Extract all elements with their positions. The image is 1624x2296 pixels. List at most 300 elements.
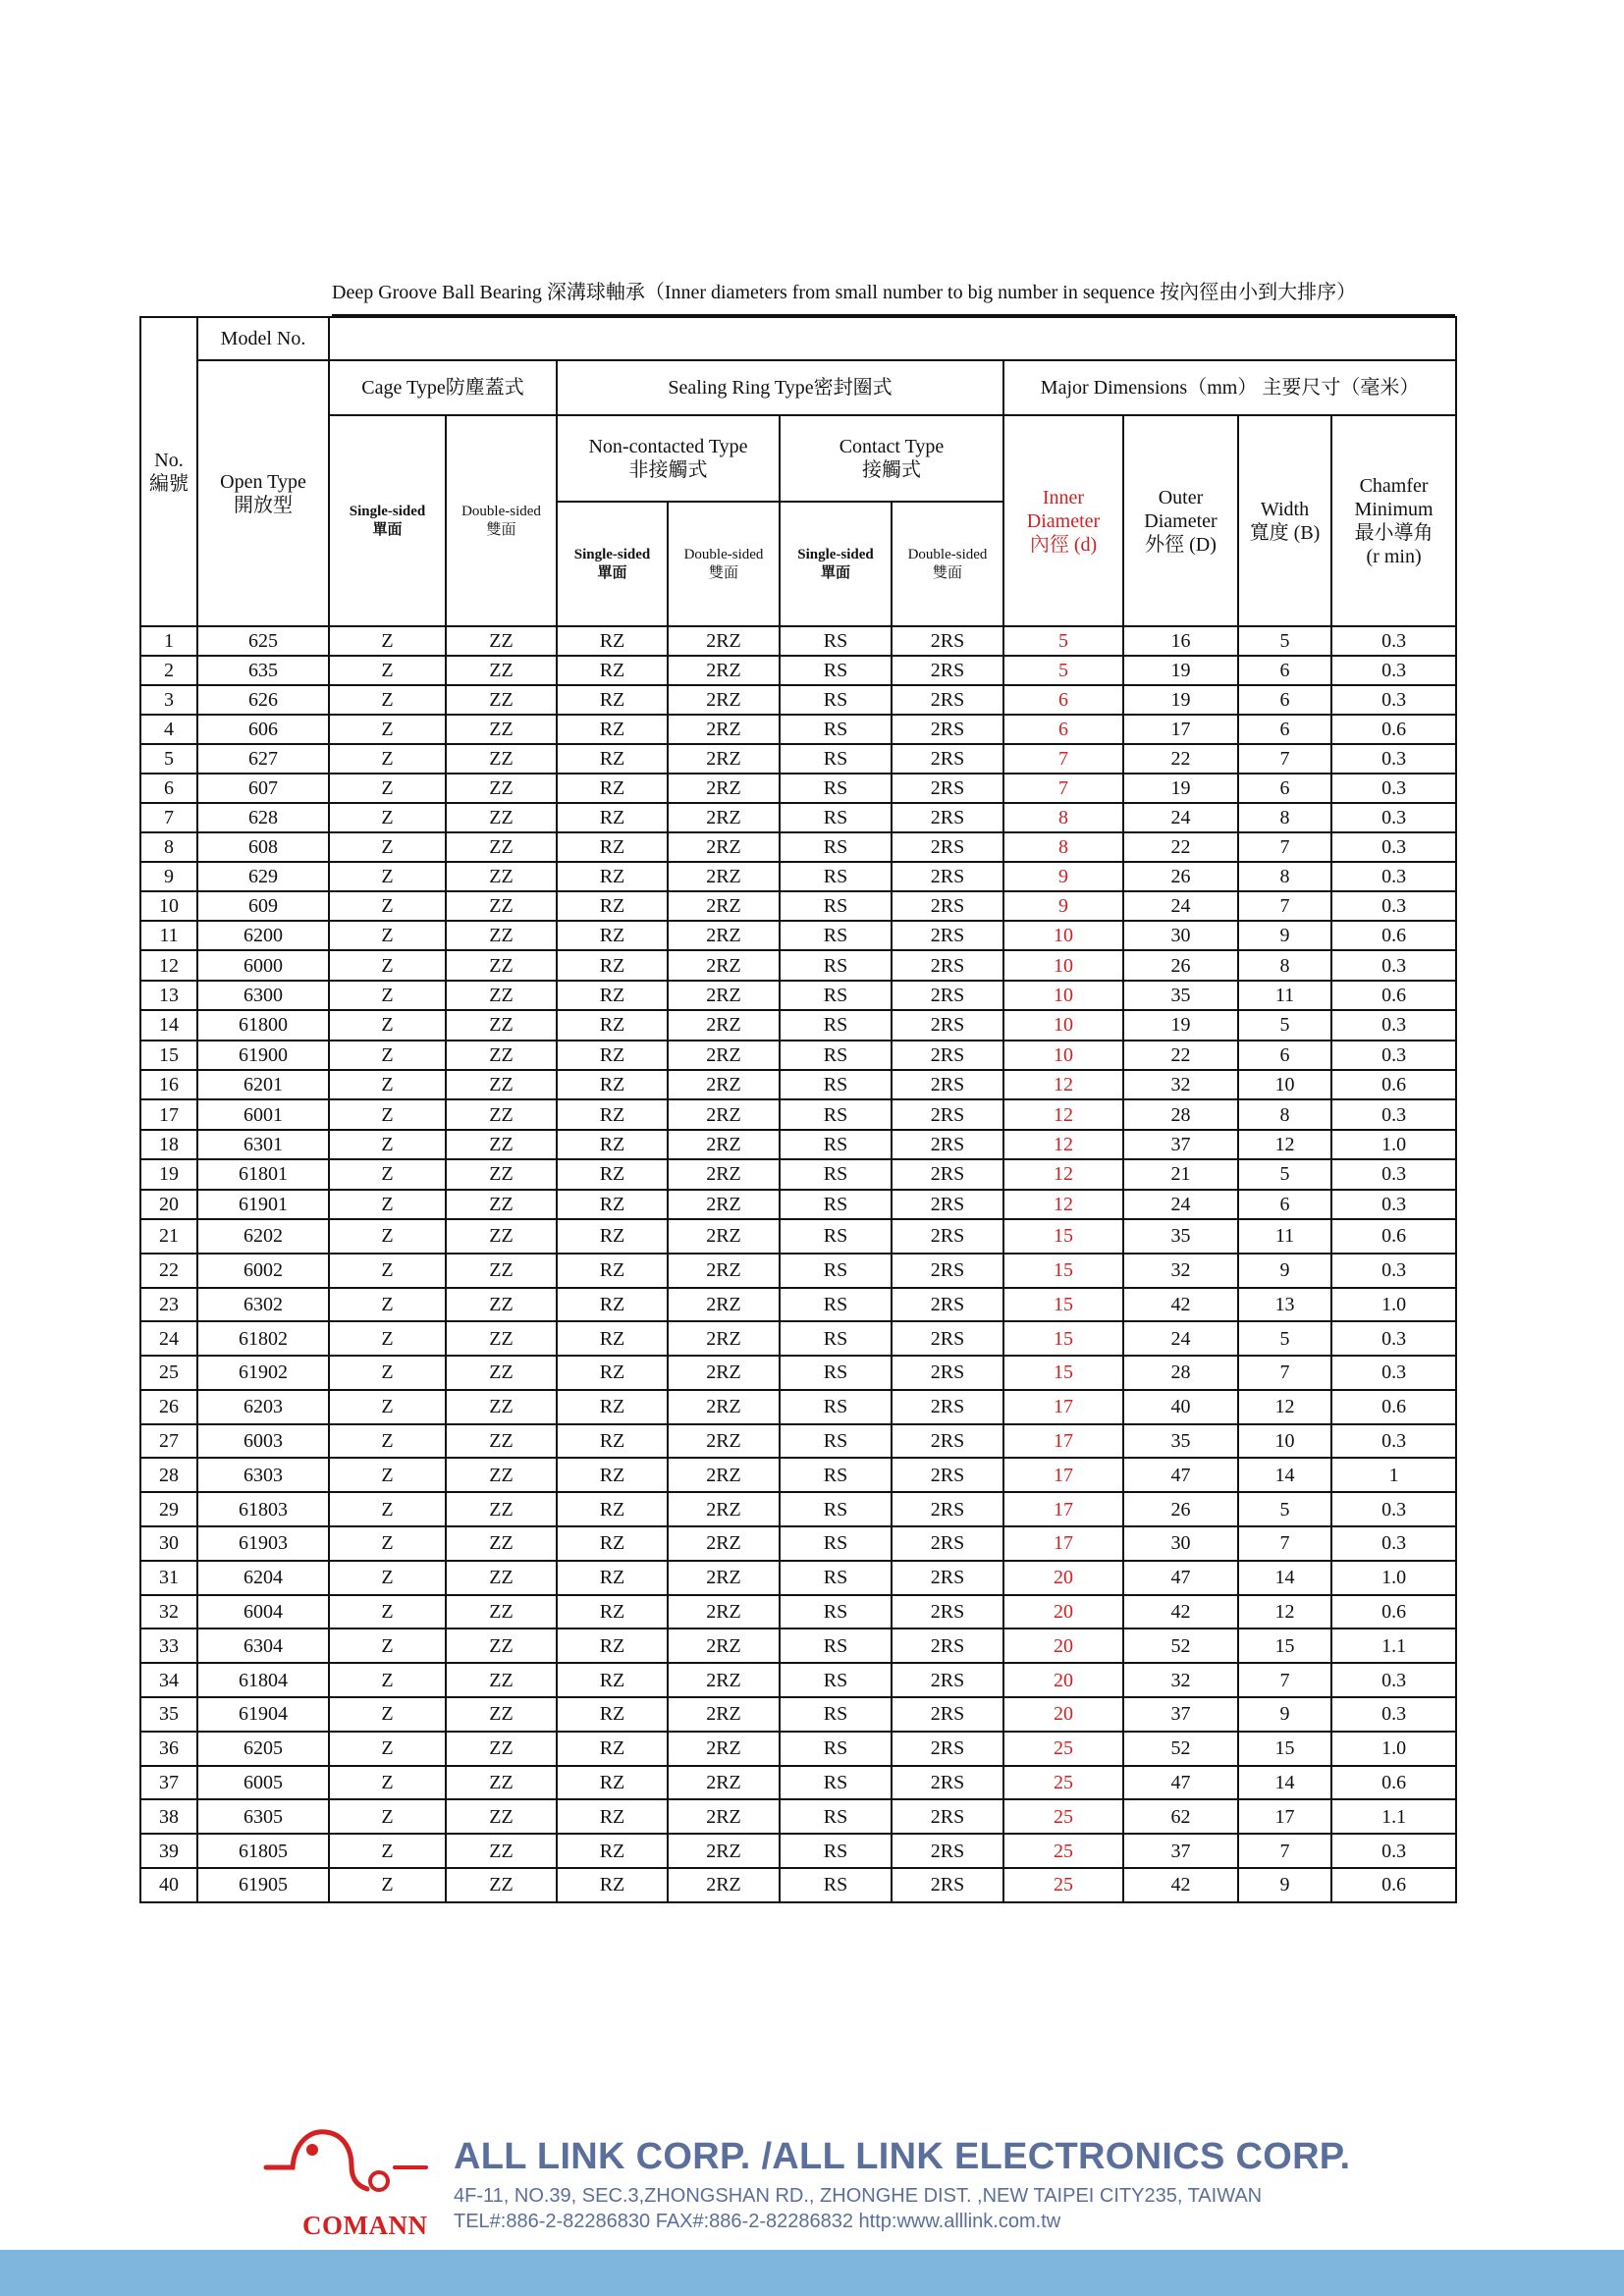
header-cage-type: Cage Type防塵蓋式 [329,360,557,415]
cell-chamfer: 1.0 [1331,1561,1456,1595]
cell-outer-diameter: 22 [1123,832,1238,862]
cell-inner-diameter: 20 [1003,1663,1123,1697]
cell-width: 17 [1238,1799,1331,1834]
cell-no: 18 [140,1130,197,1159]
cell-cage-single: Z [329,715,446,744]
cell-no: 3 [140,685,197,715]
cell-model: 61902 [197,1356,329,1390]
cell-model: 61800 [197,1010,329,1040]
cell-contact-single: RS [780,1834,892,1868]
cell-cage-single: Z [329,832,446,862]
cell-width: 5 [1238,1492,1331,1526]
cell-cage-single: Z [329,656,446,685]
cell-model: 629 [197,862,329,891]
cell-cage-single: Z [329,1159,446,1189]
cell-contact-double: 2RS [892,656,1003,685]
cell-chamfer: 0.6 [1331,1868,1456,1902]
cell-noncontact-single: RZ [557,1526,668,1561]
cell-cage-single: Z [329,1190,446,1219]
cell-no: 29 [140,1492,197,1526]
cell-chamfer: 0.6 [1331,1070,1456,1099]
cell-noncontact-single: RZ [557,1130,668,1159]
cell-contact-double: 2RS [892,1834,1003,1868]
cell-no: 5 [140,744,197,774]
cell-inner-diameter: 9 [1003,891,1123,921]
header-non-contact-single-sided: Single-sided 單面 [557,502,668,626]
table-row [140,1868,1456,1902]
cell-outer-diameter: 35 [1123,1219,1238,1254]
cell-outer-diameter: 32 [1123,1254,1238,1288]
cell-model: 609 [197,891,329,921]
cell-width: 10 [1238,1070,1331,1099]
cell-outer-diameter: 37 [1123,1697,1238,1732]
cell-cage-double: ZZ [446,1834,557,1868]
header-non-contacted-type: Non-contacted Type 非接觸式 [557,415,780,502]
cell-width: 15 [1238,1732,1331,1766]
cell-contact-single: RS [780,862,892,891]
cell-chamfer: 0.3 [1331,1254,1456,1288]
cell-contact-double: 2RS [892,1159,1003,1189]
cell-noncontact-double: 2RZ [668,1732,780,1766]
cell-model: 6203 [197,1390,329,1424]
footer-address: 4F-11, NO.39, SEC.3,ZHONGSHAN RD., ZHONGHE DIST. ,NEW TAIPEI CITY235, TAIWAN [454,2185,1263,2207]
table-row [140,1254,1456,1288]
cell-model: 627 [197,744,329,774]
cell-outer-diameter: 37 [1123,1130,1238,1159]
table-row [140,1159,1456,1189]
table-row [140,1356,1456,1390]
header-sealing-ring-type: Sealing Ring Type密封圈式 [557,360,1003,415]
cell-noncontact-double: 2RZ [668,1663,780,1697]
cell-model: 61903 [197,1526,329,1561]
cell-inner-diameter: 5 [1003,656,1123,685]
cell-cage-double: ZZ [446,1732,557,1766]
cell-cage-double: ZZ [446,1629,557,1663]
cell-chamfer: 0.3 [1331,626,1456,656]
cell-noncontact-double: 2RZ [668,626,780,656]
cell-no: 2 [140,656,197,685]
cell-contact-double: 2RS [892,1424,1003,1459]
cell-noncontact-single: RZ [557,891,668,921]
cell-noncontact-double: 2RZ [668,1321,780,1356]
cell-cage-single: Z [329,1010,446,1040]
cell-cage-double: ZZ [446,921,557,950]
cell-cage-double: ZZ [446,1868,557,1902]
cell-no: 40 [140,1868,197,1902]
cell-outer-diameter: 28 [1123,1099,1238,1129]
cell-contact-double: 2RS [892,950,1003,980]
cell-inner-diameter: 20 [1003,1595,1123,1629]
cell-contact-single: RS [780,1629,892,1663]
cell-contact-single: RS [780,1766,892,1800]
cell-width: 5 [1238,1321,1331,1356]
cell-noncontact-double: 2RZ [668,656,780,685]
cell-cage-single: Z [329,1868,446,1902]
cell-cage-double: ZZ [446,1424,557,1459]
cell-contact-double: 2RS [892,1526,1003,1561]
cell-contact-single: RS [780,1697,892,1732]
cell-outer-diameter: 24 [1123,803,1238,832]
cell-contact-single: RS [780,1288,892,1322]
cell-inner-diameter: 12 [1003,1130,1123,1159]
cell-width: 8 [1238,862,1331,891]
cell-model: 6304 [197,1629,329,1663]
cell-cage-single: Z [329,1219,446,1254]
cell-inner-diameter: 25 [1003,1766,1123,1800]
cell-cage-single: Z [329,685,446,715]
cell-chamfer: 0.6 [1331,1219,1456,1254]
table-row [140,1190,1456,1219]
cell-noncontact-single: RZ [557,1390,668,1424]
cell-noncontact-single: RZ [557,774,668,803]
cell-contact-double: 2RS [892,1010,1003,1040]
cell-contact-double: 2RS [892,1219,1003,1254]
cell-no: 19 [140,1159,197,1189]
cell-model: 6301 [197,1130,329,1159]
cell-outer-diameter: 30 [1123,921,1238,950]
cell-width: 7 [1238,891,1331,921]
cell-width: 7 [1238,832,1331,862]
cell-noncontact-single: RZ [557,1099,668,1129]
cell-inner-diameter: 17 [1003,1458,1123,1492]
cell-noncontact-double: 2RZ [668,1697,780,1732]
cell-noncontact-single: RZ [557,1492,668,1526]
cell-cage-double: ZZ [446,744,557,774]
cell-contact-double: 2RS [892,1254,1003,1288]
cell-chamfer: 1.0 [1331,1130,1456,1159]
cell-noncontact-double: 2RZ [668,1492,780,1526]
cell-contact-double: 2RS [892,862,1003,891]
cell-outer-diameter: 35 [1123,981,1238,1010]
table-row [140,1663,1456,1697]
cell-no: 32 [140,1595,197,1629]
table-row [140,803,1456,832]
cell-cage-single: Z [329,921,446,950]
cell-noncontact-double: 2RZ [668,1424,780,1459]
cell-width: 5 [1238,626,1331,656]
cell-chamfer: 0.6 [1331,981,1456,1010]
cell-cage-double: ZZ [446,1595,557,1629]
cell-noncontact-double: 2RZ [668,1219,780,1254]
cell-contact-single: RS [780,1010,892,1040]
cell-outer-diameter: 21 [1123,1159,1238,1189]
cell-chamfer: 0.6 [1331,1766,1456,1800]
cell-contact-double: 2RS [892,1561,1003,1595]
cell-contact-single: RS [780,1492,892,1526]
cell-no: 25 [140,1356,197,1390]
cell-noncontact-single: RZ [557,715,668,744]
cell-cage-single: Z [329,1561,446,1595]
cell-outer-diameter: 30 [1123,1526,1238,1561]
cell-noncontact-single: RZ [557,1070,668,1099]
cell-noncontact-double: 2RZ [668,1834,780,1868]
cell-width: 14 [1238,1561,1331,1595]
table-row [140,1526,1456,1561]
header-outer-diameter: Outer Diameter 外徑 (D) [1123,415,1238,626]
cell-chamfer: 0.3 [1331,862,1456,891]
cell-noncontact-double: 2RZ [668,1099,780,1129]
header-cage-single-sided: Single-sided 單面 [329,415,446,626]
cell-contact-double: 2RS [892,1732,1003,1766]
cell-outer-diameter: 37 [1123,1834,1238,1868]
cell-chamfer: 0.3 [1331,1526,1456,1561]
cell-cage-single: Z [329,950,446,980]
cell-model: 61803 [197,1492,329,1526]
cell-chamfer: 0.3 [1331,1834,1456,1868]
cell-noncontact-double: 2RZ [668,1595,780,1629]
footer-company-name: ALL LINK CORP. /ALL LINK ELECTRONICS CORP. [454,2136,1351,2177]
cell-inner-diameter: 17 [1003,1424,1123,1459]
cell-noncontact-single: RZ [557,1254,668,1288]
footer-brand: COMANN [302,2211,428,2240]
cell-model: 61901 [197,1190,329,1219]
footer-contact: TEL#:886-2-82286830 FAX#:886-2-82286832 http:www.alllink.com.tw [454,2211,1061,2232]
cell-inner-diameter: 8 [1003,803,1123,832]
cell-outer-diameter: 47 [1123,1458,1238,1492]
cell-cage-single: Z [329,1766,446,1800]
cell-contact-single: RS [780,950,892,980]
cell-width: 9 [1238,921,1331,950]
cell-cage-double: ZZ [446,1697,557,1732]
cell-noncontact-single: RZ [557,1629,668,1663]
cell-noncontact-double: 2RZ [668,950,780,980]
cell-no: 24 [140,1321,197,1356]
cell-noncontact-double: 2RZ [668,1190,780,1219]
cell-contact-single: RS [780,1041,892,1070]
cell-contact-double: 2RS [892,1356,1003,1390]
table-row [140,1321,1456,1356]
cell-no: 14 [140,1010,197,1040]
cell-cage-double: ZZ [446,1799,557,1834]
cell-contact-double: 2RS [892,832,1003,862]
cell-no: 8 [140,832,197,862]
cell-no: 23 [140,1288,197,1322]
cell-cage-double: ZZ [446,1190,557,1219]
cell-chamfer: 0.3 [1331,950,1456,980]
cell-width: 6 [1238,656,1331,685]
cell-contact-single: RS [780,1526,892,1561]
cell-model: 607 [197,774,329,803]
cell-noncontact-double: 2RZ [668,1254,780,1288]
cell-width: 7 [1238,1356,1331,1390]
cell-chamfer: 0.3 [1331,1663,1456,1697]
document-title: Deep Groove Ball Bearing 深溝球軸承（Inner diameters from small number to big number in sequence 按內徑由小到大排序） [332,282,1357,303]
cell-cage-single: Z [329,626,446,656]
cell-outer-diameter: 19 [1123,656,1238,685]
cell-model: 635 [197,656,329,685]
cell-model: 61805 [197,1834,329,1868]
cell-outer-diameter: 32 [1123,1663,1238,1697]
cell-noncontact-double: 2RZ [668,1526,780,1561]
cell-cage-single: Z [329,774,446,803]
cell-model: 6000 [197,950,329,980]
cell-chamfer: 0.3 [1331,1041,1456,1070]
cell-width: 7 [1238,1663,1331,1697]
cell-width: 6 [1238,774,1331,803]
cell-cage-double: ZZ [446,1010,557,1040]
cell-contact-double: 2RS [892,1663,1003,1697]
cell-cage-double: ZZ [446,626,557,656]
cell-no: 34 [140,1663,197,1697]
cell-width: 10 [1238,1424,1331,1459]
cell-cage-double: ZZ [446,1458,557,1492]
cell-contact-single: RS [780,715,892,744]
cell-noncontact-double: 2RZ [668,715,780,744]
cell-width: 15 [1238,1629,1331,1663]
cell-noncontact-single: RZ [557,1010,668,1040]
table-row [140,1492,1456,1526]
cell-chamfer: 0.3 [1331,1321,1456,1356]
header-cage-double-sided: Double-sided 雙面 [446,415,557,626]
cell-inner-diameter: 25 [1003,1732,1123,1766]
cell-model: 6303 [197,1458,329,1492]
cell-inner-diameter: 25 [1003,1834,1123,1868]
cell-noncontact-single: RZ [557,1799,668,1834]
cell-cage-single: Z [329,1390,446,1424]
cell-noncontact-single: RZ [557,1288,668,1322]
cell-contact-double: 2RS [892,626,1003,656]
cell-model: 6300 [197,981,329,1010]
cell-contact-single: RS [780,1219,892,1254]
cell-noncontact-single: RZ [557,1868,668,1902]
cell-cage-single: Z [329,803,446,832]
cell-noncontact-double: 2RZ [668,1458,780,1492]
cell-chamfer: 0.3 [1331,656,1456,685]
cell-width: 9 [1238,1254,1331,1288]
cell-cage-double: ZZ [446,1663,557,1697]
cell-contact-double: 2RS [892,1629,1003,1663]
cell-contact-double: 2RS [892,1766,1003,1800]
cell-noncontact-double: 2RZ [668,921,780,950]
cell-model: 61905 [197,1868,329,1902]
table-row [140,1561,1456,1595]
cell-cage-double: ZZ [446,774,557,803]
cell-model: 6003 [197,1424,329,1459]
cell-noncontact-single: RZ [557,1458,668,1492]
cell-contact-double: 2RS [892,981,1003,1010]
cell-model: 6204 [197,1561,329,1595]
cell-contact-single: RS [780,1732,892,1766]
cell-cage-single: Z [329,1099,446,1129]
cell-no: 36 [140,1732,197,1766]
cell-contact-single: RS [780,656,892,685]
cell-cage-single: Z [329,1629,446,1663]
cell-width: 7 [1238,744,1331,774]
cell-contact-double: 2RS [892,1130,1003,1159]
cell-contact-double: 2RS [892,891,1003,921]
table-row [140,1697,1456,1732]
cell-inner-diameter: 10 [1003,921,1123,950]
cell-cage-double: ZZ [446,803,557,832]
cell-cage-double: ZZ [446,1492,557,1526]
cell-cage-single: Z [329,1732,446,1766]
cell-noncontact-double: 2RZ [668,744,780,774]
cell-noncontact-double: 2RZ [668,1130,780,1159]
cell-cage-double: ZZ [446,1219,557,1254]
cell-noncontact-double: 2RZ [668,981,780,1010]
cell-no: 26 [140,1390,197,1424]
table-row [140,1834,1456,1868]
cell-contact-double: 2RS [892,774,1003,803]
cell-cage-double: ZZ [446,1356,557,1390]
cell-cage-double: ZZ [446,950,557,980]
header-chamfer: Chamfer Minimum 最小導角 (r min) [1331,415,1456,626]
cell-contact-single: RS [780,1561,892,1595]
cell-width: 14 [1238,1766,1331,1800]
cell-width: 12 [1238,1595,1331,1629]
cell-width: 12 [1238,1130,1331,1159]
cell-no: 31 [140,1561,197,1595]
cell-noncontact-single: RZ [557,921,668,950]
cell-no: 10 [140,891,197,921]
cell-inner-diameter: 10 [1003,981,1123,1010]
cell-outer-diameter: 62 [1123,1799,1238,1834]
cell-width: 5 [1238,1159,1331,1189]
cell-cage-double: ZZ [446,981,557,1010]
cell-noncontact-double: 2RZ [668,1041,780,1070]
cell-cage-single: Z [329,891,446,921]
table-row [140,1458,1456,1492]
cell-cage-single: Z [329,1697,446,1732]
cell-cage-double: ZZ [446,1254,557,1288]
table-row [140,744,1456,774]
cell-contact-single: RS [780,803,892,832]
table-body [140,626,1456,1902]
cell-no: 38 [140,1799,197,1834]
cell-width: 6 [1238,1190,1331,1219]
cell-no: 6 [140,774,197,803]
header-width: Width 寬度 (B) [1238,415,1331,626]
cell-chamfer: 0.3 [1331,744,1456,774]
cell-inner-diameter: 25 [1003,1868,1123,1902]
cell-noncontact-single: RZ [557,626,668,656]
cell-contact-double: 2RS [892,1390,1003,1424]
cell-outer-diameter: 22 [1123,1041,1238,1070]
cell-noncontact-single: RZ [557,1219,668,1254]
cell-model: 61804 [197,1663,329,1697]
cell-noncontact-single: RZ [557,950,668,980]
header-model-no: Model No. [197,317,329,360]
table-row [140,1799,1456,1834]
cell-inner-diameter: 7 [1003,744,1123,774]
cell-noncontact-single: RZ [557,656,668,685]
cell-model: 61802 [197,1321,329,1356]
cell-no: 4 [140,715,197,744]
cell-chamfer: 1.0 [1331,1288,1456,1322]
cell-inner-diameter: 25 [1003,1799,1123,1834]
cell-width: 7 [1238,1834,1331,1868]
cell-cage-single: Z [329,1424,446,1459]
cell-cage-double: ZZ [446,832,557,862]
cell-contact-double: 2RS [892,715,1003,744]
cell-contact-double: 2RS [892,1321,1003,1356]
cell-model: 626 [197,685,329,715]
cell-contact-double: 2RS [892,1595,1003,1629]
cell-inner-diameter: 15 [1003,1254,1123,1288]
table-row [140,685,1456,715]
cell-outer-diameter: 26 [1123,950,1238,980]
cell-noncontact-double: 2RZ [668,1356,780,1390]
cell-outer-diameter: 26 [1123,862,1238,891]
cell-model: 6201 [197,1070,329,1099]
cell-noncontact-single: RZ [557,1732,668,1766]
table-row [140,1629,1456,1663]
cell-outer-diameter: 26 [1123,1492,1238,1526]
cell-no: 13 [140,981,197,1010]
cell-cage-single: Z [329,862,446,891]
cell-inner-diameter: 9 [1003,862,1123,891]
cell-inner-diameter: 20 [1003,1561,1123,1595]
